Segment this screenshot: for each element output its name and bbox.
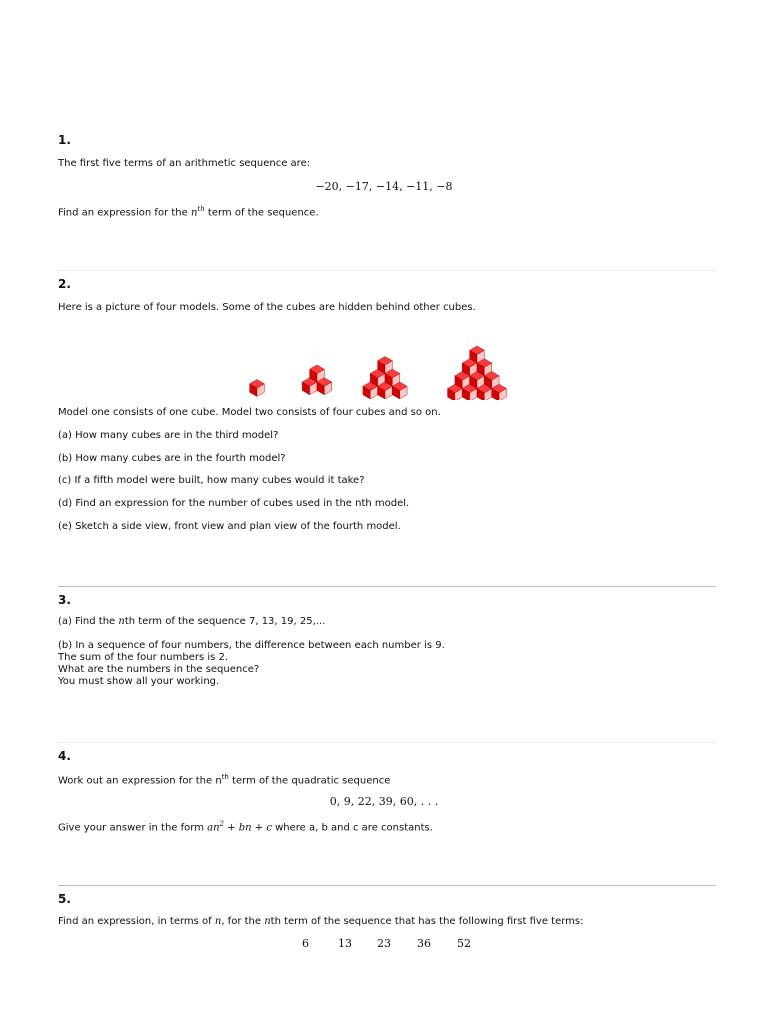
- question-1-find: [58, 205, 319, 218]
- divider-2: [58, 586, 716, 587]
- question-4-th: th: [221, 773, 229, 781]
- cube-model-2: [302, 365, 331, 395]
- question-5-term-2: 13: [338, 937, 352, 950]
- question-5-line: [58, 916, 583, 927]
- question-3-part-b-line-1: (b) In a sequence of four numbers, the difference between each number is 9.: [58, 640, 445, 651]
- question-5-term-3: 23: [377, 937, 391, 950]
- divider-1: [58, 270, 716, 271]
- question-1-sequence-text: −20, −17, −14, −11, −8: [315, 180, 453, 193]
- question-2-part-c: (c) If a fifth model were built, how many cubes would it take?: [58, 475, 365, 486]
- question-5-term-1: 6: [302, 937, 309, 950]
- question-4-give-text: Give your answer in the form: [58, 822, 208, 834]
- question-4-line-text: Work out an expression for the n: [58, 775, 222, 787]
- cube-model-3: [363, 357, 407, 400]
- divider-3: [58, 742, 716, 743]
- question-4-expr-b: + bn + c: [224, 822, 272, 834]
- question-2-part-b: (b) How many cubes are in the fourth model?: [58, 453, 286, 464]
- question-1-sequence: [0, 180, 768, 193]
- cube-models-picture: [245, 318, 535, 400]
- question-5-term-4: 36: [417, 937, 431, 950]
- question-3-part-b-line-3: What are the numbers in the sequence?: [58, 664, 260, 675]
- question-3-part-b-line-4: You must show all your working.: [58, 676, 220, 687]
- cube-model-4: [448, 346, 507, 400]
- question-1-intro: The first five terms of an arithmetic sequence are:: [58, 158, 311, 169]
- question-3-part-a: [58, 616, 325, 627]
- question-1-find-end: term of the sequence.: [204, 207, 319, 219]
- question-4-sequence: [0, 795, 768, 808]
- question-2-model-line: Model one consists of one cube. Model two consists of four cubes and so on.: [58, 407, 441, 418]
- question-5-n-2: n: [264, 916, 271, 927]
- question-5-number: 5.: [58, 892, 71, 906]
- question-3-part-b: [58, 640, 445, 688]
- question-2-number: 2.: [58, 277, 71, 291]
- question-1-number: 1.: [58, 133, 71, 147]
- question-5-term-5: 52: [457, 937, 471, 950]
- question-4-line: [58, 773, 390, 786]
- question-2-part-a: (a) How many cubes are in the third model?: [58, 430, 279, 441]
- question-3-part-b-line-2: The sum of the four numbers is 2.: [58, 652, 229, 663]
- question-3-number: 3.: [58, 593, 71, 607]
- question-3-part-a-end: th term of the sequence 7, 13, 19, 25,...: [124, 616, 326, 627]
- question-5-line-mid: , for the: [221, 916, 265, 927]
- cube-model-1: [250, 380, 265, 397]
- question-4-expr-sup: 2: [219, 820, 224, 828]
- question-5-n-1: n: [214, 916, 222, 927]
- question-1-find-text: Find an expression for the: [58, 207, 191, 219]
- question-2-part-d: (d) Find an expression for the number of cubes used in the nth model.: [58, 498, 410, 509]
- question-2-intro: Here is a picture of four models. Some of the cubes are hidden behind other cubes.: [58, 302, 476, 313]
- question-4-line-end: term of the quadratic sequence: [228, 775, 391, 787]
- question-4-sequence-text: 0, 9, 22, 39, 60, . . .: [329, 795, 439, 808]
- question-3-part-a-text: (a) Find the: [58, 616, 119, 627]
- question-2-part-e: (e) Sketch a side view, front view and plan view of the fourth model.: [58, 521, 401, 532]
- question-1-th: th: [197, 205, 205, 213]
- divider-4: [58, 885, 716, 886]
- question-4-give: [58, 820, 433, 833]
- question-4-expr-a: an: [207, 822, 220, 834]
- question-3-n: n: [118, 616, 125, 627]
- question-5-line-text: Find an expression, in terms of: [58, 916, 215, 927]
- question-1-n: n: [190, 207, 198, 219]
- question-4-give-end: where a, b and c are constants.: [271, 822, 433, 834]
- question-5-line-end: th term of the sequence that has the following first five terms:: [270, 916, 584, 927]
- question-4-number: 4.: [58, 749, 71, 763]
